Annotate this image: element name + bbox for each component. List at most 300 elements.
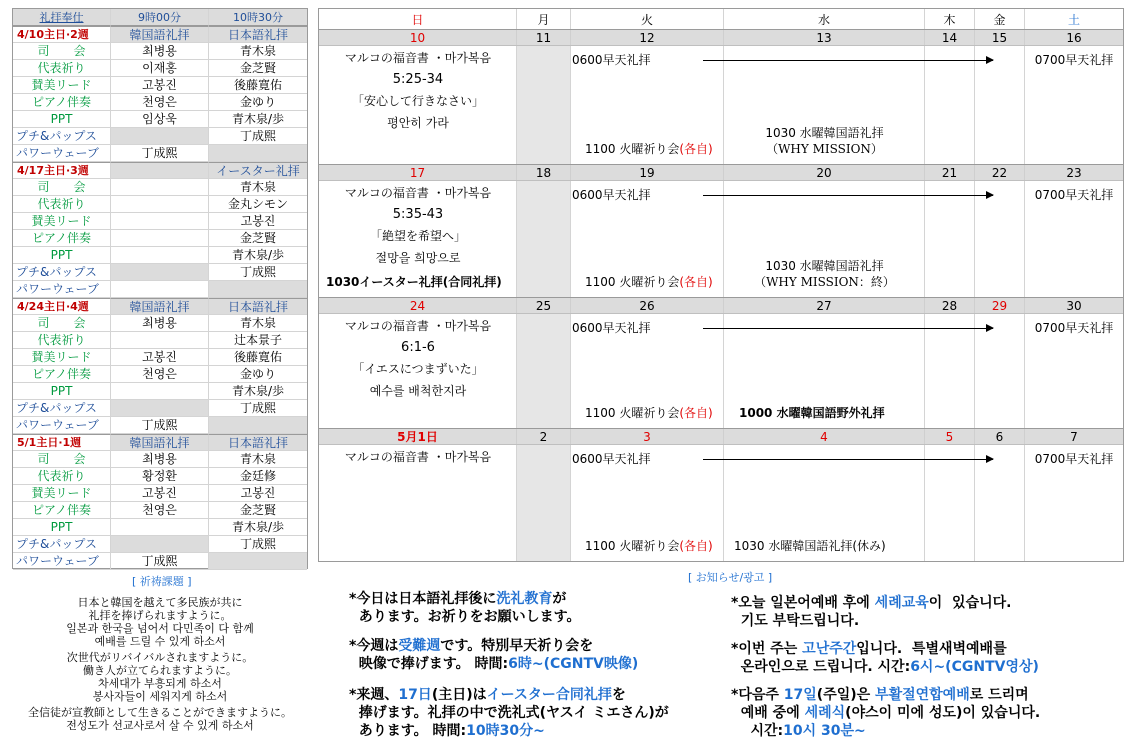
roster-japanese-service: 日本語礼拝 [209, 434, 307, 451]
date-number-row [319, 30, 1123, 46]
notice-line [731, 612, 1011, 630]
date-number: 5 [925, 429, 975, 444]
saturday-morning-prayer: 0700早天礼拝 [1034, 452, 1114, 466]
roster-role: ピアノ伴奏 [13, 94, 111, 111]
roster-role: 賛美リード [13, 213, 111, 230]
date-number: 27 [724, 298, 925, 313]
date-number: 17 [319, 165, 517, 180]
roster-row [13, 77, 307, 94]
roster-section-header [13, 434, 307, 451]
date-number: 26 [571, 298, 724, 313]
weekday-0: 日 [319, 9, 517, 29]
sermon-line: 절망을 희망으로 [375, 251, 461, 265]
roster-role: 司 会 [13, 315, 111, 332]
roster-row [13, 264, 307, 281]
roster-role: 代表祈り [13, 332, 111, 349]
roster-row [13, 332, 307, 349]
roster-row [13, 536, 307, 553]
saturday-morning-prayer: 0700早天礼拝 [1034, 53, 1114, 67]
date-number: 29 [975, 298, 1025, 313]
roster-japanese-person [209, 417, 307, 434]
date-number: 18 [517, 165, 571, 180]
notice-text: (主日)は [431, 687, 487, 703]
roster-role: 代表祈り [13, 468, 111, 485]
prayer-item [12, 596, 308, 648]
roster-row [13, 196, 307, 213]
notice-highlight: 10시 30분~ [783, 723, 866, 739]
roster-row [13, 94, 307, 111]
date-number: 10 [319, 30, 517, 45]
roster-role: PPT [13, 519, 111, 536]
notice-text: 입니다. 특별새벽예배를 [856, 641, 1007, 657]
calendar-week [319, 298, 1123, 429]
notice-highlight: 洗礼教育 [496, 591, 553, 607]
notice-text: 映像で捧げます。 時間: [349, 656, 509, 672]
day-cell [925, 445, 975, 561]
roster-korean-person: 최병용 [111, 451, 209, 468]
date-number-row [319, 298, 1123, 314]
roster-row [13, 519, 307, 536]
date-number: 24 [319, 298, 517, 313]
roster-date: 4/10主日·2週 [13, 26, 111, 43]
notice-text: (야스이 미에 성도)이 있습니다. [845, 705, 1041, 721]
roster-header [13, 9, 307, 26]
day-cell [925, 46, 975, 164]
roster-korean-service [111, 162, 209, 179]
roster-role: 司 会 [13, 43, 111, 60]
sermon-line: 예수를 배척한지라 [369, 384, 467, 398]
notice-text: あります。お祈りをお願いします。 [349, 609, 581, 625]
roster-japanese-person: 丁成熙 [209, 536, 307, 553]
prayer-item [12, 651, 308, 703]
notice-line [349, 608, 581, 626]
weekday-3: 水 [724, 9, 925, 29]
roster-korean-person: 임상욱 [111, 111, 209, 128]
day-cell [975, 46, 1025, 164]
day-cell [517, 181, 571, 297]
tuesday-prayer-note: (各自) [679, 142, 713, 156]
date-number: 19 [571, 165, 724, 180]
roster-role: プチ&パップス [13, 264, 111, 281]
tuesday-prayer-meeting [585, 276, 713, 288]
prayer-line: 차세대가 부흥되게 하소서 [98, 677, 222, 690]
roster-japanese-person: 金ゆり [209, 366, 307, 383]
roster-japanese-person: 金芝賢 [209, 230, 307, 247]
roster-japanese-person: 青木泉 [209, 179, 307, 196]
day-cell [975, 181, 1025, 297]
roster-row [13, 400, 307, 417]
notice-line [731, 686, 1040, 704]
notice-text: を [611, 687, 626, 703]
roster-role: 司 会 [13, 451, 111, 468]
roster-japanese-person: 後藤寛佑 [209, 349, 307, 366]
tuesday-prayer-meeting [585, 143, 713, 155]
roster-korean-person [111, 536, 209, 553]
roster-date: 5/1主日·1週 [13, 434, 111, 451]
roster-japanese-person [209, 553, 307, 570]
roster-japanese-person: 青木泉/歩 [209, 111, 307, 128]
sermon-line: 5:25-34 [392, 72, 444, 87]
roster-korean-person: 고봉진 [111, 349, 209, 366]
arrow-icon [703, 459, 993, 460]
arrow-icon [703, 328, 993, 329]
roster-japanese-person: 金丸シモン [209, 196, 307, 213]
notice-text: *今日は日本語礼拝後に [349, 591, 497, 607]
prayer-item [12, 706, 308, 732]
roster-japanese-person: 青木泉/歩 [209, 383, 307, 400]
roster-role: 代表祈り [13, 196, 111, 213]
notice-line [349, 722, 669, 740]
notice-text: あります。 時間: [349, 723, 467, 739]
roster-korean-person: 최병용 [111, 315, 209, 332]
notice-line [731, 594, 1011, 612]
roster-row [13, 281, 307, 298]
roster-row [13, 128, 307, 145]
sermon-line: マルコの福音書 ・마가복음 [344, 450, 492, 464]
tuesday-prayer-note: (各自) [679, 539, 713, 553]
roster-row [13, 451, 307, 468]
notice-text: 기도 부탁드립니다. [731, 613, 860, 629]
roster-date: 4/24主日·4週 [13, 298, 111, 315]
roster-row [13, 417, 307, 434]
prayer-line: 봉사자들이 세워지게 하소서 [92, 690, 228, 703]
roster-row [13, 553, 307, 570]
date-number-row [319, 429, 1123, 445]
notice-item [349, 590, 581, 626]
prayer-requests [12, 596, 308, 735]
roster-role: ピアノ伴奏 [13, 502, 111, 519]
notice-highlight: 10時30分~ [466, 723, 545, 739]
wednesday-service: 1030 水曜韓国語礼拝 [765, 259, 884, 273]
roster-japanese-person: 金芝賢 [209, 502, 307, 519]
day-cell [925, 181, 975, 297]
day-cell [925, 314, 975, 428]
roster-japanese-person: 金芝賢 [209, 60, 307, 77]
date-number: 11 [517, 30, 571, 45]
date-number: 3 [571, 429, 724, 444]
roster-korean-person [111, 213, 209, 230]
tuesday-morning-prayer: 0600早天礼拝 [572, 452, 651, 466]
roster-korean-person: 고봉진 [111, 77, 209, 94]
roster-korean-person: 丁成熙 [111, 553, 209, 570]
date-number: 25 [517, 298, 571, 313]
date-number: 2 [517, 429, 571, 444]
tuesday-morning-prayer: 0600早天礼拝 [572, 188, 651, 202]
notice-highlight: 고난주간 [802, 641, 857, 657]
day-cell [975, 314, 1025, 428]
arrow-icon [703, 60, 993, 61]
notice-text: 예배 중에 [731, 705, 805, 721]
date-number: 12 [571, 30, 724, 45]
date-number: 30 [1066, 298, 1082, 313]
date-number: 6 [975, 429, 1025, 444]
roster-korean-person [111, 519, 209, 536]
prayer-line: 日本と韓国を越えて多民族が共に [77, 596, 243, 609]
roster-role: PPT [13, 383, 111, 400]
day-cell [975, 445, 1025, 561]
wednesday-service: 1000 水曜韓国語野外礼拝 [739, 406, 885, 420]
date-number: 13 [724, 30, 925, 45]
notice-highlight: 6시~(CGNTV영상) [910, 659, 1039, 675]
day-cell [517, 314, 571, 428]
date-number: 7 [1070, 429, 1078, 444]
prayer-line: 예배를 드릴 수 있게 하소서 [94, 635, 226, 648]
sermon-line: マルコの福音書 ・마가복음 [344, 319, 492, 333]
sermon-line: マルコの福音書 ・마가복음 [344, 51, 492, 65]
wednesday-service: 1030 水曜韓国語礼拝 [765, 126, 884, 140]
roster-role: 賛美リード [13, 349, 111, 366]
roster-korean-person [111, 179, 209, 196]
roster-row [13, 60, 307, 77]
weekday-1: 月 [517, 9, 571, 29]
notice-text: 시간: [731, 723, 784, 739]
notice-highlight: 부활절연합예배 [875, 687, 970, 703]
sermon-line: マルコの福音書 ・마가복음 [344, 186, 492, 200]
roster-japanese-person: 青木泉/歩 [209, 247, 307, 264]
roster-japanese-person: 辻本景子 [209, 332, 307, 349]
date-number: 21 [925, 165, 975, 180]
notice-line [731, 722, 1040, 740]
sermon-line: 「安心して行きなさい」 [351, 94, 484, 108]
calendar-week [319, 429, 1123, 562]
notice-text: 로 드리며 [969, 687, 1029, 703]
roster-row [13, 145, 307, 162]
roster-korean-service: 韓国語礼拝 [111, 26, 209, 43]
tuesday-prayer-label: 1100 火曜祈り会 [585, 406, 680, 420]
wednesday-service: 1030 水曜韓国語礼拝(休み) [734, 539, 886, 553]
notice-text: *今週は [349, 638, 399, 654]
roster-section-header [13, 26, 307, 43]
notice-item [731, 594, 1011, 630]
roster-japanese-person: 後藤寛佑 [209, 77, 307, 94]
roster-section-header [13, 298, 307, 315]
roster-role: ピアノ伴奏 [13, 366, 111, 383]
notice-item [349, 686, 669, 740]
notice-highlight: 17일 [783, 687, 817, 703]
date-number-row [319, 165, 1123, 181]
roster-korean-person: 丁成熙 [111, 417, 209, 434]
tuesday-prayer-meeting [585, 407, 713, 419]
date-number: 4 [724, 429, 925, 444]
roster-korean-person [111, 400, 209, 417]
notice-highlight: 세례식 [804, 705, 846, 721]
roster-korean-person: 최병용 [111, 43, 209, 60]
roster-korean-service: 韓国語礼拝 [111, 434, 209, 451]
sunday-special-service: 1030イースター礼拝(合同礼拝) [326, 275, 502, 289]
notice-text: *来週、 [349, 687, 399, 703]
roster-role: 賛美リード [13, 77, 111, 94]
roster-japanese-person: 青木泉 [209, 43, 307, 60]
prayer-line: 전성도가 선교사로서 살 수 있게 하소서 [66, 719, 254, 732]
roster-row [13, 247, 307, 264]
roster-korean-person [111, 196, 209, 213]
notice-line [349, 655, 638, 673]
roster-japanese-person: 青木泉/歩 [209, 519, 307, 536]
sermon-line: 5:35-43 [392, 207, 444, 222]
roster-role: 代表祈り [13, 60, 111, 77]
notice-highlight: 17日 [398, 687, 432, 703]
weekday-6: 土 [1067, 12, 1080, 27]
roster-role: PPT [13, 247, 111, 264]
notice-line [349, 590, 581, 608]
tuesday-prayer-label: 1100 火曜祈り会 [585, 275, 680, 289]
tuesday-morning-prayer: 0600早天礼拝 [572, 321, 651, 335]
roster-role: プチ&パップス [13, 536, 111, 553]
date-number: 15 [975, 30, 1025, 45]
roster-korean-person [111, 264, 209, 281]
calendar-week [319, 165, 1123, 298]
roster-korean-person: 황정환 [111, 468, 209, 485]
wednesday-service: （WHY MISSION） [766, 142, 883, 156]
arrow-icon [703, 195, 993, 196]
sermon-line: 「絶望を希望へ」 [369, 229, 466, 243]
roster-row [13, 383, 307, 400]
date-number: 28 [925, 298, 975, 313]
roster-japanese-service: イースター礼拝 [209, 162, 307, 179]
tuesday-prayer-note: (各自) [679, 275, 713, 289]
roster-japanese-person: 金ゆり [209, 94, 307, 111]
roster-role: 司 会 [13, 179, 111, 196]
weekday-2: 火 [571, 9, 724, 29]
roster-japanese-person [209, 145, 307, 162]
notice-text: 捧げます。礼拝の中で洗礼式(ヤスイ ミエさん)が [349, 705, 669, 721]
prayer-line: 働き人が立てられますように。 [83, 664, 237, 677]
roster-korean-person [111, 332, 209, 349]
weekday-5: 金 [975, 9, 1025, 29]
notice-highlight: 受難週 [398, 638, 441, 654]
roster-korean-service: 韓国語礼拝 [111, 298, 209, 315]
weekday-4: 木 [925, 9, 975, 29]
calendar-week [319, 30, 1123, 165]
roster-role: パワーウェーブ [13, 281, 111, 298]
wednesday-service: （WHY MISSION：終） [754, 275, 895, 289]
roster-header-label: 礼拝奉仕 [13, 9, 111, 26]
prayer-line: 礼拝を捧げられますように。 [88, 609, 232, 622]
roster-row [13, 230, 307, 247]
notice-text: *오늘 일본어예배 후에 [731, 595, 875, 611]
date-number: 20 [724, 165, 925, 180]
roster-role: PPT [13, 111, 111, 128]
roster-row [13, 213, 307, 230]
notice-text: が [552, 591, 567, 607]
notice-text: 온라인으로 드립니다. 시간: [731, 659, 911, 675]
roster-korean-person: 천영은 [111, 502, 209, 519]
notice-line [731, 704, 1040, 722]
day-cell [517, 445, 571, 561]
date-number: 22 [975, 165, 1025, 180]
roster-japanese-person: 고봉진 [209, 213, 307, 230]
roster-role: パワーウェーブ [13, 417, 111, 434]
date-number: 14 [925, 30, 975, 45]
roster-japanese-person: 金廷修 [209, 468, 307, 485]
notice-item [731, 686, 1040, 740]
notice-text: 이 있습니다. [928, 595, 1012, 611]
roster-role: パワーウェーブ [13, 553, 111, 570]
notice-highlight: 6時~(CGNTV映像) [508, 656, 639, 672]
roster-section-header [13, 162, 307, 179]
sermon-line: 「イエスにつまずいた」 [352, 362, 484, 376]
tuesday-prayer-meeting [585, 540, 713, 552]
notice-line [349, 704, 669, 722]
roster-korean-person [111, 247, 209, 264]
date-number: 23 [1066, 165, 1082, 180]
notice-item [349, 637, 638, 673]
day-cell [517, 46, 571, 164]
roster-row [13, 485, 307, 502]
roster-date: 4/17主日·3週 [13, 162, 111, 179]
roster-row [13, 502, 307, 519]
roster-korean-person [111, 383, 209, 400]
roster-row [13, 468, 307, 485]
roster-role: 賛美リード [13, 485, 111, 502]
roster-row [13, 179, 307, 196]
tuesday-prayer-label: 1100 火曜祈り会 [585, 142, 680, 156]
notice-line [349, 637, 638, 655]
tuesday-prayer-note: (各自) [679, 406, 713, 420]
roster-japanese-person: 青木泉 [209, 451, 307, 468]
notice-item [731, 640, 1039, 676]
roster-role: プチ&パップス [13, 128, 111, 145]
monthly-calendar [318, 8, 1124, 562]
notice-line [731, 658, 1039, 676]
roster-korean-person: 丁成熙 [111, 145, 209, 162]
roster-japanese-person: 丁成熙 [209, 128, 307, 145]
notice-highlight: イースター合同礼拝 [486, 687, 612, 703]
prayer-line: 일본과 한국을 넘어서 다민족이 다 함께 [66, 622, 254, 635]
roster-japanese-service: 日本語礼拝 [209, 26, 307, 43]
notice-text: *다음주 [731, 687, 784, 703]
sermon-line: 6:1-6 [401, 340, 435, 355]
notice-highlight: 세례교육 [874, 595, 929, 611]
prayer-line: 全信徒が宣教師として生きることができますように。 [28, 706, 292, 719]
roster-korean-person [111, 128, 209, 145]
roster-japanese-service: 日本語礼拝 [209, 298, 307, 315]
date-number: 16 [1066, 30, 1082, 45]
roster-japanese-person [209, 281, 307, 298]
roster-row [13, 366, 307, 383]
roster-row [13, 111, 307, 128]
roster-header-time-1: 9時00分 [111, 9, 209, 26]
roster-role: ピアノ伴奏 [13, 230, 111, 247]
tuesday-prayer-label: 1100 火曜祈り会 [585, 539, 680, 553]
roster-role: パワーウェーブ [13, 145, 111, 162]
roster-japanese-person: 丁成熙 [209, 264, 307, 281]
notices-section-title: [ お知らせ/광고 ] [688, 571, 773, 584]
notice-text: *이번 주는 [731, 641, 803, 657]
saturday-morning-prayer: 0700早天礼拝 [1034, 188, 1114, 202]
roster-korean-person [111, 281, 209, 298]
notice-line [731, 640, 1039, 658]
roster-korean-person: 고봉진 [111, 485, 209, 502]
prayer-section-title: [ 祈祷課題 ] [132, 575, 192, 588]
roster-japanese-person: 고봉진 [209, 485, 307, 502]
roster-row [13, 315, 307, 332]
roster-korean-person: 천영은 [111, 94, 209, 111]
tuesday-morning-prayer: 0600早天礼拝 [572, 53, 651, 67]
roster-header-time-2: 10時30分 [209, 9, 307, 26]
date-number: 5月1日 [319, 429, 517, 444]
weekday-header [319, 9, 1123, 30]
service-roster-table [12, 8, 308, 569]
roster-korean-person [111, 230, 209, 247]
roster-row [13, 43, 307, 60]
roster-korean-person: 천영은 [111, 366, 209, 383]
notice-text: です。特別早天祈り会を [440, 638, 594, 654]
prayer-line: 次世代がリバイバルされますように。 [66, 651, 254, 664]
roster-row [13, 349, 307, 366]
roster-korean-person: 이재홍 [111, 60, 209, 77]
notice-line [349, 686, 669, 704]
